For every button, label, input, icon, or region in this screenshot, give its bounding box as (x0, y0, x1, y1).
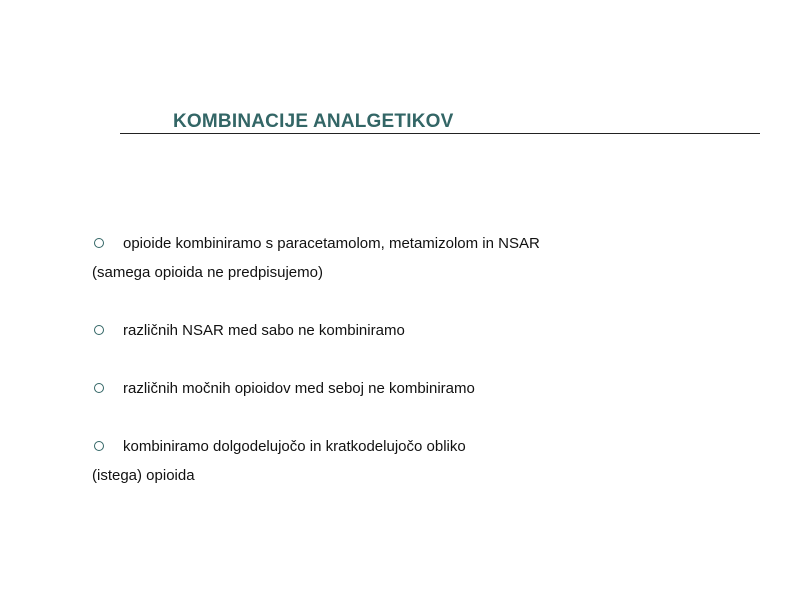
bullet-text: kombiniramo dolgodelujočo in kratkodelujočo obliko (123, 438, 466, 455)
bullet-item (92, 374, 782, 403)
bullet-text: opioide kombiniramo s paracetamolom, metamizolom in NSAR (123, 235, 540, 252)
bullet-item (92, 229, 782, 287)
bullet-list (92, 229, 782, 490)
bullet-text-continued: (istega) opioida (92, 467, 195, 484)
bullet-item (92, 432, 782, 490)
circle-bullet-icon (94, 441, 104, 451)
circle-bullet-icon (94, 325, 104, 335)
circle-bullet-icon (94, 383, 104, 393)
bullet-text-continued: (samega opioida ne predpisujemo) (92, 264, 323, 281)
bullet-text: različnih NSAR med sabo ne kombiniramo (123, 322, 405, 339)
bullet-text: različnih močnih opioidov med seboj ne kombiniramo (123, 380, 475, 397)
circle-bullet-icon (94, 238, 104, 248)
bullet-item (92, 316, 782, 345)
slide-title: KOMBINACIJE ANALGETIKOV (173, 111, 454, 132)
title-underline (120, 133, 760, 134)
